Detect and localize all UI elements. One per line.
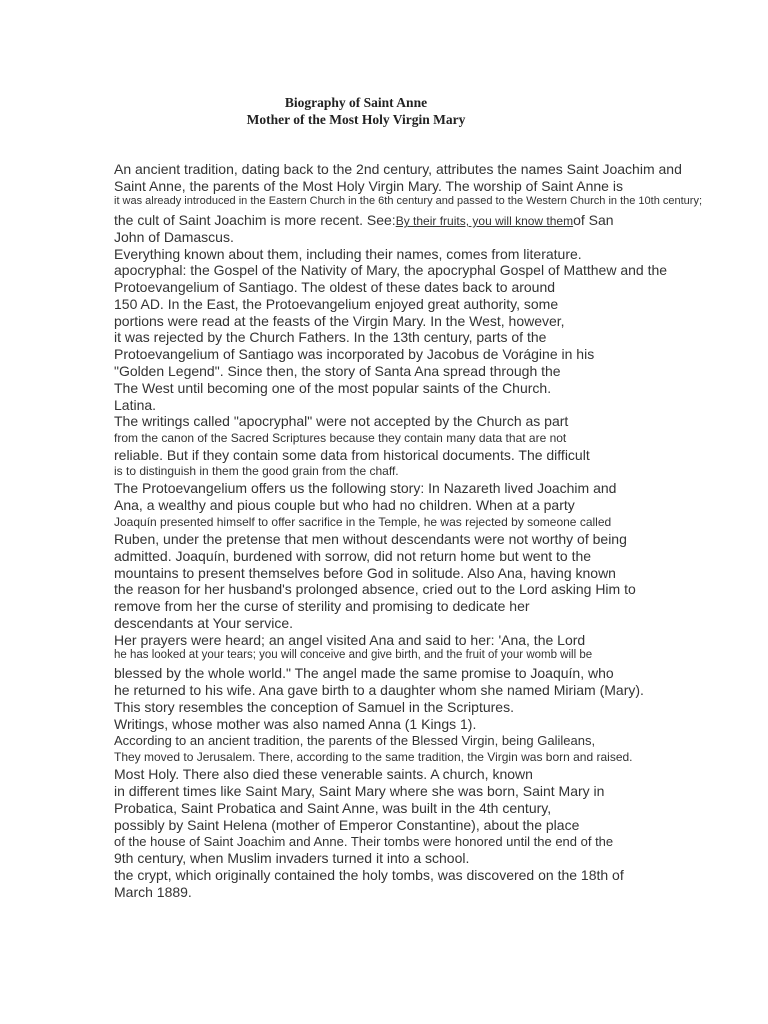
text-line: admitted. Joaquín, burdened with sorrow, did not return home but went to the [114,548,592,564]
text-line: Her prayers were heard; an angel visited Ana and said to her: 'Ana, the Lord [114,632,586,648]
text-line: the crypt, which originally contained the holy tombs, was discovered on the 18th of [114,867,624,883]
text-line: portions were read at the feasts of the Virgin Mary. In the West, however, [114,313,565,329]
text-line: They moved to Jerusalem. There, according to the same tradition, the Virgin was born and raised. [114,750,633,764]
text-line: reliable. But if they contain some data from historical documents. The difficult [114,447,590,463]
document-subtitle: Mother of the Most Holy Virgin Mary [246,112,466,127]
text-line: he returned to his wife. Ana gave birth to a daughter whom she named Miriam (Mary). [114,682,644,698]
text-line-with-link [114,212,614,228]
document-title: Biography of Saint Anne [284,95,428,110]
text-line: apocryphal: the Gospel of the Nativity of Mary, the apocryphal Gospel of Matthew and the [114,262,668,278]
text-span: the cult of Saint Joachim is more recent. See: [114,212,396,228]
text-line: Writings, whose mother was also named Anna (1 Kings 1). [114,716,477,732]
text-line: remove from her the curse of sterility and promising to dedicate her [114,598,530,614]
text-line: Probatica, Saint Probatica and Saint Anne, was built in the 4th century, [114,800,552,816]
text-line: Most Holy. There also died these venerable saints. A church, known [114,766,533,782]
text-line: March 1889. [114,884,192,900]
text-line: mountains to present themselves before God in solitude. Also Ana, having known [114,565,616,581]
text-line: it was rejected by the Church Fathers. In the 13th century, parts of the [114,329,547,345]
scripture-link[interactable]: By their fruits, you will know them [395,214,574,228]
text-line: of the house of Saint Joachim and Anne. Their tombs were honored until the end of the [114,834,614,849]
text-line: Joaquín presented himself to offer sacrifice in the Temple, he was rejected by someone called [114,515,612,529]
text-line: in different times like Saint Mary, Saint Mary where she was born, Saint Mary in [114,783,605,799]
text-line: Protoevangelium of Santiago. The oldest of these dates back to around [114,279,556,295]
text-line: from the canon of the Sacred Scriptures because they contain many data that are not [114,431,567,445]
text-line: The writings called "apocryphal" were not accepted by the Church as part [114,413,569,429]
text-line: Ruben, under the pretense that men without descendants were not worthy of being [114,531,627,547]
text-span: of San [573,212,614,228]
text-line: "Golden Legend". Since then, the story of Santa Ana spread through the [114,363,561,379]
text-line: Protoevangelium of Santiago was incorporated by Jacobus de Vorágine in his [114,346,595,362]
text-line: descendants at Your service. [114,615,294,631]
text-line: the reason for her husband's prolonged absence, cried out to the Lord asking Him to [114,581,636,597]
text-line: This story resembles the conception of Samuel in the Scriptures. [114,699,514,715]
text-line: blessed by the whole world." The angel made the same promise to Joaquín, who [114,665,614,681]
text-line: The West until becoming one of the most popular saints of the Church. [114,380,552,396]
text-line: Latina. [114,397,157,413]
text-line: The Protoevangelium offers us the following story: In Nazareth lived Joachim and [114,480,617,496]
text-line: 150 AD. In the East, the Protoevangelium enjoyed great authority, some [114,296,559,312]
text-line: Everything known about them, including their names, comes from literature. [114,246,582,262]
text-line: According to an ancient tradition, the parents of the Blessed Virgin, being Galileans, [114,733,596,748]
text-line: John of Damascus. [114,229,234,245]
text-line: he has looked at your tears; you will conceive and give birth, and the fruit of your womb will be [114,649,593,661]
text-line: is to distinguish in them the good grain from the chaff. [114,464,399,478]
text-line: An ancient tradition, dating back to the 2nd century, attributes the names Saint Joachim and [114,161,682,177]
text-line: possibly by Saint Helena (mother of Emperor Constantine), about the place [114,817,580,833]
text-line: 9th century, when Muslim invaders turned it into a school. [114,850,470,866]
text-line: Saint Anne, the parents of the Most Holy Virgin Mary. The worship of Saint Anne is [114,178,623,194]
text-line: Ana, a wealthy and pious couple but who had no children. When at a party [114,497,575,513]
text-line: it was already introduced in the Eastern Church in the 6th century and passed to the Western Church in the 10th century; [114,195,703,207]
